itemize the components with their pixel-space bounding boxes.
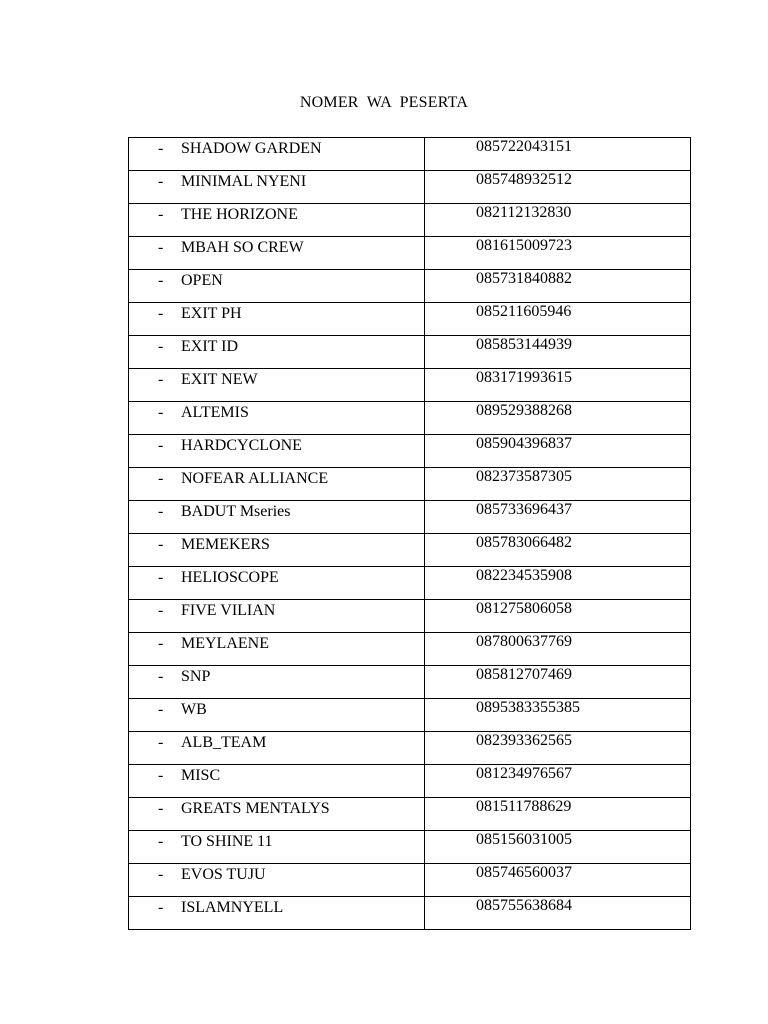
bullet-dash: -: [158, 503, 164, 520]
team-name-cell: [129, 732, 425, 765]
phone-number: 082234535908: [476, 567, 572, 584]
team-name: NOFEAR ALLIANCE: [181, 470, 329, 487]
team-name-cell: [129, 402, 425, 435]
team-name-cell: [129, 468, 425, 501]
bullet-dash: -: [158, 272, 164, 289]
phone-number: 081511788629: [476, 798, 572, 815]
table-row: [129, 864, 691, 897]
phone-number-cell: [425, 864, 691, 897]
team-name-cell: [129, 798, 425, 831]
table-row: [129, 171, 691, 204]
table-row: [129, 633, 691, 666]
table-row: [129, 732, 691, 765]
bullet-dash: -: [158, 371, 164, 388]
phone-number-cell: [425, 435, 691, 468]
team-name: ISLAMNYELL: [181, 899, 284, 916]
table-row: [129, 831, 691, 864]
phone-number: 085812707469: [476, 666, 572, 683]
team-name-cell: [129, 138, 425, 171]
phone-number: 083171993615: [476, 369, 572, 386]
table-row: [129, 666, 691, 699]
table-row: [129, 369, 691, 402]
team-name: TO SHINE 11: [181, 833, 273, 850]
bullet-dash: -: [158, 239, 164, 256]
bullet-dash: -: [158, 470, 164, 487]
phone-number: 085746560037: [476, 864, 572, 881]
team-name: SNP: [181, 668, 211, 685]
phone-number-cell: [425, 732, 691, 765]
phone-number: 085722043151: [476, 138, 572, 155]
phone-number-cell: [425, 501, 691, 534]
phone-number-cell: [425, 633, 691, 666]
team-name: HELIOSCOPE: [181, 569, 279, 586]
team-name-cell: [129, 831, 425, 864]
table-row: [129, 765, 691, 798]
team-name-cell: [129, 270, 425, 303]
team-name-cell: [129, 336, 425, 369]
team-name: GREATS MENTALYS: [181, 800, 330, 817]
phone-number: 085904396837: [476, 435, 572, 452]
table-row: [129, 204, 691, 237]
phone-number: 087800637769: [476, 633, 572, 650]
phone-number-cell: [425, 303, 691, 336]
bullet-dash: -: [158, 569, 164, 586]
team-name-cell: [129, 600, 425, 633]
table-row: [129, 237, 691, 270]
team-name: FIVE VILIAN: [181, 602, 276, 619]
team-name: HARDCYCLONE: [181, 437, 302, 454]
phone-number: 0895383355385: [476, 699, 580, 716]
team-name: MEMEKERS: [181, 536, 270, 553]
bullet-dash: -: [158, 173, 164, 190]
team-name-cell: [129, 633, 425, 666]
table-row: [129, 567, 691, 600]
team-name-cell: [129, 237, 425, 270]
team-name-cell: [129, 765, 425, 798]
phone-number: 085755638684: [476, 897, 572, 914]
team-name-cell: [129, 699, 425, 732]
phone-number: 085733696437: [476, 501, 572, 518]
phone-number-cell: [425, 336, 691, 369]
bullet-dash: -: [158, 833, 164, 850]
team-name: EXIT PH: [181, 305, 242, 322]
bullet-dash: -: [158, 668, 164, 685]
bullet-dash: -: [158, 635, 164, 652]
bullet-dash: -: [158, 767, 164, 784]
phone-number: 081275806058: [476, 600, 572, 617]
document-title: NOMER WA PESERTA: [299, 94, 469, 111]
phone-number: 085731840882: [476, 270, 572, 287]
phone-number-cell: [425, 270, 691, 303]
bullet-dash: -: [158, 437, 164, 454]
phone-number: 089529388268: [476, 402, 572, 419]
table-row: [129, 402, 691, 435]
team-name: ALB_TEAM: [181, 734, 267, 751]
team-name: THE HORIZONE: [181, 206, 298, 223]
team-name: MEYLAENE: [181, 635, 269, 652]
phone-number: 085156031005: [476, 831, 572, 848]
team-name: MBAH SO CREW: [181, 239, 304, 256]
phone-number: 081234976567: [476, 765, 572, 782]
phone-number: 081615009723: [476, 237, 572, 254]
team-name: MISC: [181, 767, 221, 784]
bullet-dash: -: [158, 206, 164, 223]
team-name: EXIT NEW: [181, 371, 258, 388]
phone-number-cell: [425, 402, 691, 435]
team-name-cell: [129, 567, 425, 600]
team-name: OPEN: [181, 272, 223, 289]
team-name-cell: [129, 897, 425, 930]
phone-number: 085783066482: [476, 534, 572, 551]
bullet-dash: -: [158, 800, 164, 817]
team-name-cell: [129, 171, 425, 204]
table-row: [129, 138, 691, 171]
phone-number-cell: [425, 534, 691, 567]
phone-number: 085211605946: [476, 303, 572, 320]
team-name-cell: [129, 501, 425, 534]
table-row: [129, 798, 691, 831]
team-name: MINIMAL NYENI: [181, 173, 307, 190]
bullet-dash: -: [158, 734, 164, 751]
phone-number-cell: [425, 237, 691, 270]
phone-number: 085748932512: [476, 171, 572, 188]
phone-number-cell: [425, 699, 691, 732]
team-name: BADUT Mseries: [181, 503, 291, 520]
phone-number-cell: [425, 765, 691, 798]
participant-table-body: [129, 138, 691, 930]
phone-number-cell: [425, 831, 691, 864]
table-row: [129, 897, 691, 930]
table-row: [129, 600, 691, 633]
team-name: EXIT ID: [181, 338, 239, 355]
team-name-cell: [129, 369, 425, 402]
phone-number-cell: [425, 369, 691, 402]
team-name: EVOS TUJU: [181, 866, 266, 883]
participant-table: [128, 137, 691, 930]
team-name-cell: [129, 666, 425, 699]
team-name: WB: [181, 701, 207, 718]
team-name-cell: [129, 534, 425, 567]
bullet-dash: -: [158, 701, 164, 718]
table-row: [129, 468, 691, 501]
bullet-dash: -: [158, 404, 164, 421]
phone-number-cell: [425, 897, 691, 930]
table-row: [129, 336, 691, 369]
table-row: [129, 699, 691, 732]
team-name-cell: [129, 303, 425, 336]
bullet-dash: -: [158, 602, 164, 619]
phone-number-cell: [425, 138, 691, 171]
table-row: [129, 270, 691, 303]
table-row: [129, 303, 691, 336]
table-row: [129, 435, 691, 468]
bullet-dash: -: [158, 140, 164, 157]
bullet-dash: -: [158, 338, 164, 355]
phone-number: 082393362565: [476, 732, 572, 749]
phone-number-cell: [425, 798, 691, 831]
phone-number: 082112132830: [476, 204, 572, 221]
phone-number-cell: [425, 666, 691, 699]
table-row: [129, 501, 691, 534]
bullet-dash: -: [158, 866, 164, 883]
team-name-cell: [129, 864, 425, 897]
team-name-cell: [129, 204, 425, 237]
table-row: [129, 534, 691, 567]
team-name: SHADOW GARDEN: [181, 140, 322, 157]
bullet-dash: -: [158, 536, 164, 553]
team-name: ALTEMIS: [181, 404, 249, 421]
phone-number-cell: [425, 567, 691, 600]
team-name-cell: [129, 435, 425, 468]
phone-number-cell: [425, 171, 691, 204]
bullet-dash: -: [158, 305, 164, 322]
phone-number: 085853144939: [476, 336, 572, 353]
phone-number: 082373587305: [476, 468, 572, 485]
bullet-dash: -: [158, 899, 164, 916]
phone-number-cell: [425, 204, 691, 237]
phone-number-cell: [425, 600, 691, 633]
phone-number-cell: [425, 468, 691, 501]
